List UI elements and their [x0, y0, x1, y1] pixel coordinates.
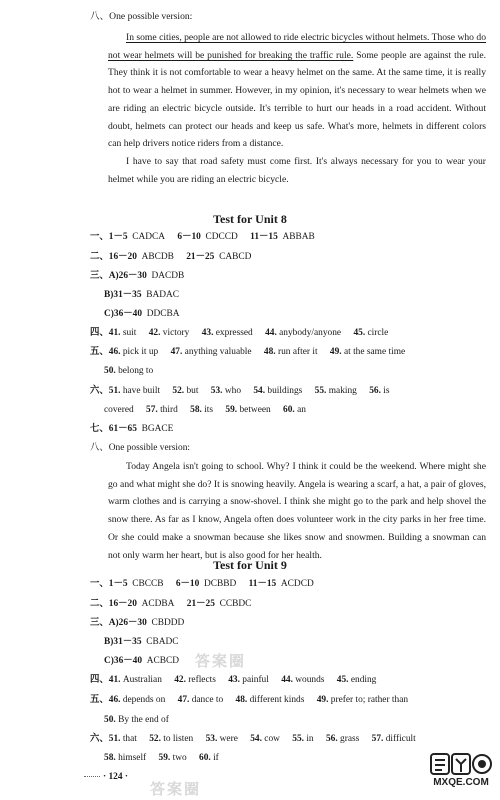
question-range: C)36－40: [104, 656, 143, 666]
answers: CBCCB: [132, 579, 164, 589]
page-number: · 124 ·: [103, 772, 129, 782]
answers: DCBBD: [203, 579, 237, 589]
essay-one-paragraph-1: [108, 29, 486, 153]
question-range: 6－10: [175, 579, 200, 589]
answer-row: 58. himself 59. two 60. if: [104, 753, 219, 763]
answer-row: [90, 251, 251, 264]
answer-row: [104, 289, 179, 302]
question-range: 七、61－65: [90, 424, 137, 434]
answer-row: [90, 598, 251, 611]
answer-row: 四、41. suit 42. victory 43. expressed 44. anybody/anyone 45. circle: [90, 328, 389, 338]
answer-row: 六、51. that 52. to listen 53. were 54. cow 55. in 56. grass 57. difficult: [90, 734, 416, 744]
question-range: C)36－40: [104, 309, 143, 319]
essay-two: [108, 458, 486, 564]
answer-row: [104, 308, 180, 321]
answer-row: [104, 655, 179, 668]
answer-row: [90, 423, 173, 436]
answers: ACBCD: [146, 656, 180, 666]
question-range: 21－25: [186, 252, 215, 262]
answers: CBDDD: [151, 618, 185, 628]
answer-row: 50. By the end of: [104, 715, 169, 725]
footer-divider: [84, 776, 100, 777]
section-label: 八、One possible version:: [90, 11, 193, 22]
answers: BADAC: [146, 290, 180, 300]
unit-9-title: Test for Unit 9: [213, 558, 287, 572]
answers: CDCCD: [205, 232, 238, 242]
answer-row: 五、46. depends on 47. dance to 48. different kinds 49. prefer to; rather than: [90, 695, 409, 705]
answers: DDCBA: [146, 309, 180, 319]
logo-url: MXQE.COM: [433, 777, 489, 788]
essay-one-body: Some people are against the rule. They think it is not comfortable to wear a heavy helmet on the same. At the same time, it is really hot to wear a helmet in summer. However, in my opinion, it's necessary to wear helmets when we are riding an electric bicycle outside. It's terrible to hurt our heads in a road accident. Without doubt, helmets can protect our heads and keep us safe. What's more, helmets in different colors can help drivers notice riders from a distance.: [108, 49, 486, 150]
question-range: 三、A)26－30: [90, 271, 147, 281]
answer-row: 四、41. Australian 42. reflects 43. painful 44. wounds 45. ending: [90, 675, 377, 685]
essay-one: [108, 29, 486, 188]
question-range: 21－25: [186, 599, 215, 609]
answer-row: [90, 270, 184, 283]
answer-row: [90, 578, 314, 591]
site-logo: [430, 752, 492, 792]
watermark: 答案圈: [150, 782, 202, 798]
answers: ABBAB: [282, 232, 315, 242]
question-range: 一、1－5: [90, 232, 128, 242]
watermark: 答案圈: [195, 654, 247, 670]
answers: CCBDC: [219, 599, 252, 609]
question-range: 6－10: [177, 232, 201, 242]
answers: BGACE: [141, 424, 174, 434]
answers: CABCD: [219, 252, 252, 262]
answer-row: covered 57. third 58. its 59. between 60. an: [104, 405, 306, 415]
section-label: 八、One possible version:: [90, 443, 190, 453]
underlined-topic-sentence: In some cities, people are not allowed to ride electric bicycles without helmets. Those who do not wear helmets will be punished for breaking the traffic rule.: [108, 32, 486, 61]
question-range: 二、16－20: [90, 599, 137, 609]
answer-row: 五、46. pick it up 47. anything valuable 48. run after it 49. at the same time: [90, 347, 406, 357]
essay-two-paragraph: Today Angela isn't going to school. Why? I think it could be the weekend. Where might she go and what might she do? It is snowing heavily. Angela is wearing a scarf, a hat, a pair of gloves, warm clothes and is carrying a snow-shovel. I think she might go to the park and help shovel the snow there. As far as I know, Angela often does volunteer work in the city parks in her free time. Or she could make a snowman because she likes snow and snowmen. Building a snowman can not only warm her heart, but is also good for her health.: [108, 461, 486, 561]
answers: CBADC: [146, 637, 179, 647]
answers: ABCDB: [141, 252, 174, 262]
answers: ACDCD: [280, 579, 314, 589]
question-range: 三、A)26－30: [90, 618, 147, 628]
answer-row: [104, 636, 179, 649]
question-range: 11－15: [250, 232, 278, 242]
answer-row: 六、51. have built 52. but 53. who 54. buildings 55. making 56. is: [90, 386, 390, 396]
question-range: B)31－35: [104, 290, 142, 300]
answer-row: 50. belong to: [104, 366, 154, 376]
question-range: B)31－35: [104, 637, 142, 647]
question-range: 二、16－20: [90, 252, 137, 262]
answers: ACDBA: [141, 599, 175, 609]
logo-mark-icon: [430, 752, 492, 776]
answer-row: [90, 617, 184, 630]
question-range: 一、1－5: [90, 579, 128, 589]
answer-row: [90, 231, 315, 244]
answers: DACDB: [151, 271, 185, 281]
essay-one-paragraph-2: I have to say that road safety must come first. It's always necessary for you to wear your helmet while you are riding an electric bicycle.: [108, 155, 486, 185]
question-range: 11－15: [248, 579, 277, 589]
answers: CADCA: [132, 232, 166, 242]
unit-8-title: Test for Unit 8: [213, 212, 287, 226]
